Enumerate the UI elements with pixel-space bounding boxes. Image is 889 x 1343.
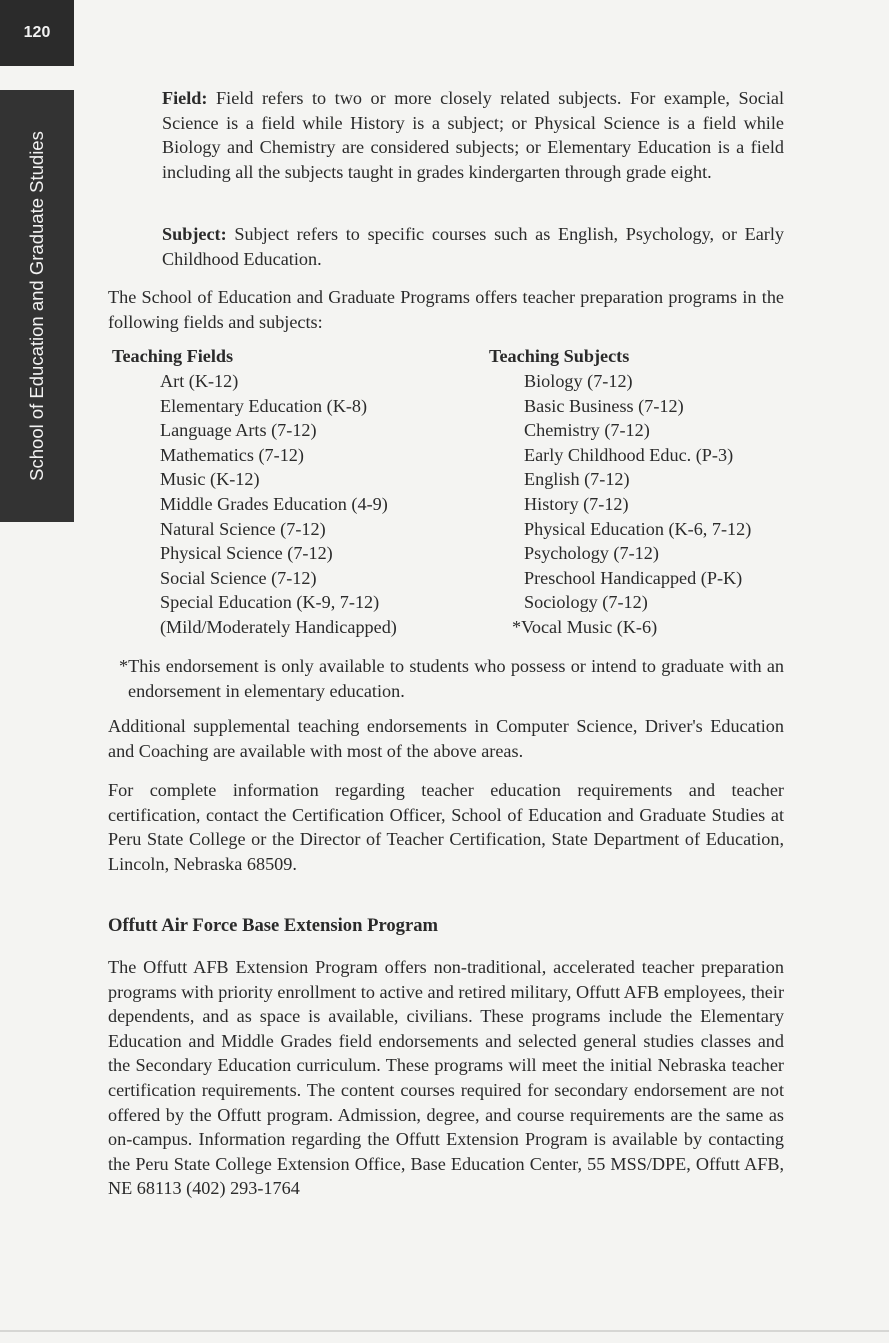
section-tab — [0, 90, 74, 522]
list-item: Early Childhood Educ. (P-3) — [524, 444, 734, 465]
teaching-subjects-list — [512, 369, 752, 640]
list-item: Psychology (7-12) — [524, 543, 659, 564]
list-item: Special Education (K-9, 7-12) — [160, 592, 380, 613]
field-term: Field: — [162, 88, 208, 108]
page-number: 120 — [0, 0, 74, 66]
supplemental-paragraph: Additional supplemental teaching endorsements in Computer Science, Driver's Education and Coaching are available with most of the above areas. — [108, 716, 784, 761]
subject-definition — [162, 222, 784, 271]
list-item: Preschool Handicapped (P-K) — [524, 567, 743, 588]
teaching-subjects-heading: Teaching Subjects — [489, 346, 630, 366]
field-text: Field refers to two or more closely related subjects. For example, Social Science is a field while History is a subject; or Physical Science is a field while Biology and Chemistry are considered subjects; or Elementary Education is a field including all the subjects taught in grades kindergarten through grade eight. — [162, 88, 784, 182]
list-item: Biology (7-12) — [524, 371, 633, 391]
field-definition — [162, 86, 784, 184]
page-bottom-edge — [0, 1330, 889, 1332]
list-item: (Mild/Moderately Handicapped) — [160, 616, 397, 637]
list-item: Physical Education (K-6, 7-12) — [524, 518, 752, 539]
list-item: Chemistry (7-12) — [524, 420, 650, 441]
list-item: Elementary Education (K-8) — [160, 395, 368, 416]
list-item: Basic Business (7-12) — [524, 395, 684, 416]
section-tab-label: School of Education and Graduate Studies — [26, 131, 47, 481]
list-item: Middle Grades Education (4-9) — [160, 493, 388, 514]
offutt-paragraph: The Offutt AFB Extension Program offers non-traditional, accelerated teacher preparation programs with priority enrollment to active and retired military, Offutt AFB employees, their dependents, and as space is available, civilians. These programs include the Elementary Education and Middle Grades field endorsements and selected general studies classes and the Secondary Education curriculum. These programs will meet the initial Nebraska teacher certification requirements. The content courses required for secondary endorsement are not offered by the Offutt program. Admission, degree, and course requirements are the same as on-campus. Information regarding the Offutt Extension Program is available by contacting the Peru State College Extension Office, Base Education Center, 55 MSS/DPE, Offutt AFB, NE 68113 (402) 293-1764 — [108, 957, 784, 1199]
list-item: *Vocal Music (K-6) — [512, 616, 658, 637]
intro-paragraph: The School of Education and Graduate Programs offers teacher preparation programs in the following fields and subjects: — [108, 287, 784, 332]
list-item: Music (K-12) — [160, 469, 260, 490]
offutt-heading: Offutt Air Force Base Extension Program — [108, 915, 438, 936]
list-item: Sociology (7-12) — [524, 592, 648, 613]
subject-text: Subject refers to specific courses such as English, Psychology, or Early Childhood Education. — [162, 224, 784, 269]
list-item: Language Arts (7-12) — [160, 420, 317, 441]
list-item: Mathematics (7-12) — [160, 444, 304, 465]
teaching-fields-heading: Teaching Fields — [112, 346, 234, 366]
list-item: Art (K-12) — [160, 371, 239, 391]
contact-paragraph: For complete information regarding teacher education requirements and teacher certification, contact the Certification Officer, School of Education and Graduate Studies at Peru State College or the Director of Teacher Certification, State Department of Education, Lincoln, Nebraska 68509. — [108, 780, 784, 874]
teaching-fields-list — [160, 369, 397, 640]
list-item: History (7-12) — [524, 493, 629, 514]
footnote: *This endorsement is only available to students who possess or intend to graduate with an endorsement in elementary education. — [119, 656, 784, 701]
list-item: Social Science (7-12) — [160, 567, 317, 588]
list-item: Physical Science (7-12) — [160, 543, 333, 564]
list-item: English (7-12) — [524, 469, 630, 490]
list-item: Natural Science (7-12) — [160, 518, 326, 539]
subject-term: Subject: — [162, 224, 227, 244]
